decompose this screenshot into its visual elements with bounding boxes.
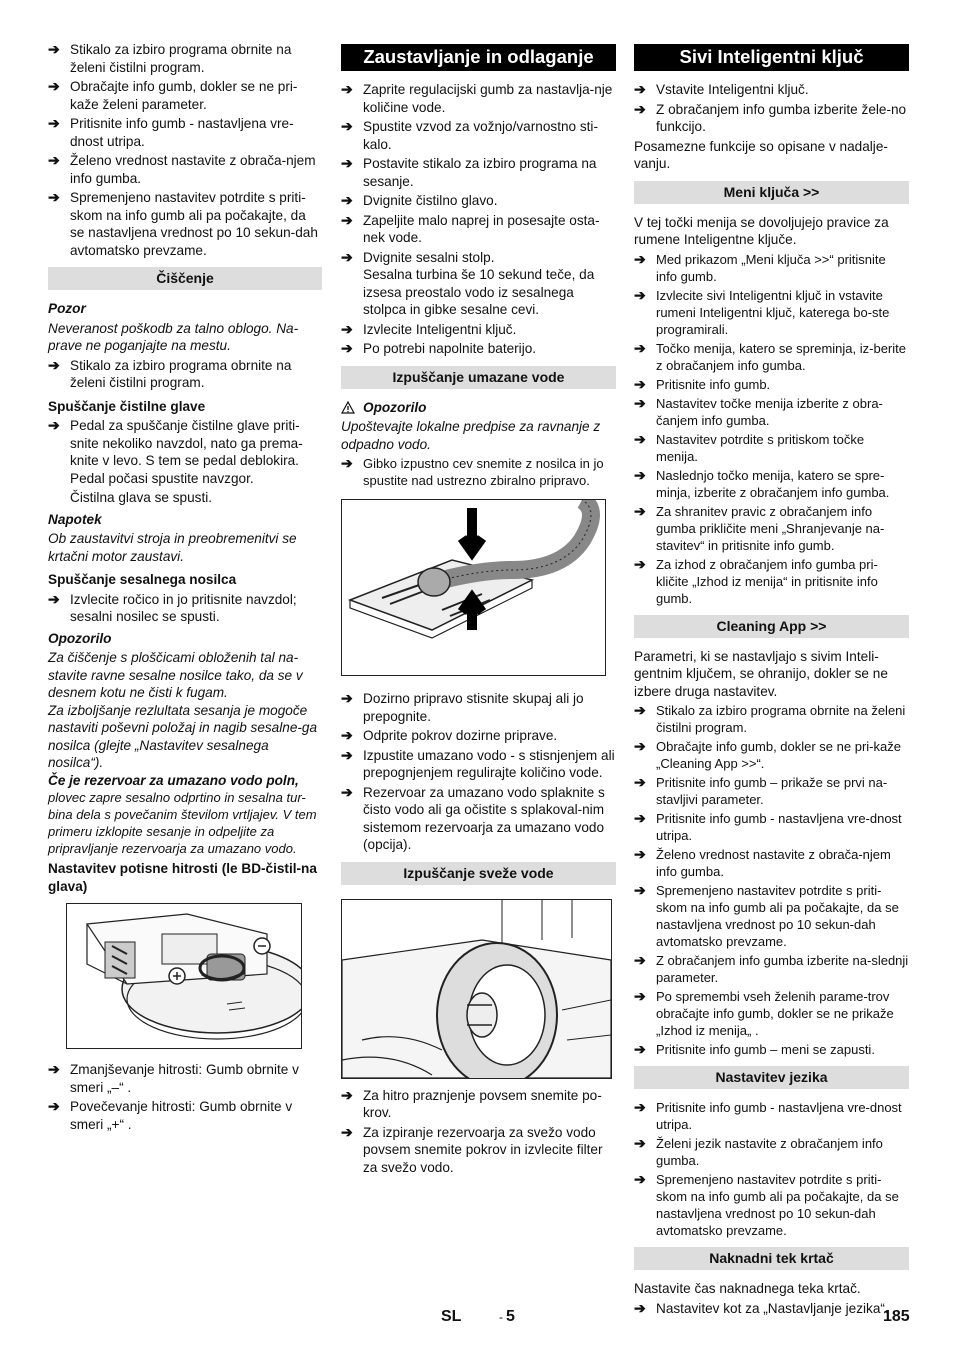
bullet-list xyxy=(48,1061,322,1133)
arrow-right-icon: ➔ xyxy=(341,783,353,800)
arrow-right-icon: ➔ xyxy=(634,952,646,968)
list-item: ➔ Z obračanjem info gumba izberite žele-no funkcijo. xyxy=(634,100,907,134)
list-item: ➔ Po potrebi napolnite baterijo. xyxy=(341,340,537,356)
list-item: ➔ Spremenjeno nastavitev potrdite s priti-skom na info gumb ali pa počakajte, da se nastavljena vrednost po 10 sekun-dah avtomatsko prevzame. xyxy=(634,1171,899,1238)
bullet-list xyxy=(341,81,616,266)
arrow-right-icon: ➔ xyxy=(634,1099,646,1115)
arrow-right-icon: ➔ xyxy=(341,248,353,265)
arrow-right-icon: ➔ xyxy=(341,340,353,356)
list-item: ➔ Dvignite čistilno glavo. xyxy=(341,192,498,208)
cleaning-intro: Parametri, ki se nastavljajo s sivim Inteli-gentnim ključem, se ohranijo, dokler se ne izbere druga nastavitev. xyxy=(634,648,888,699)
arrow-right-icon: ➔ xyxy=(48,78,60,94)
list-item: ➔ Stikalo za izbiro programa obrnite na želeni čistilni program. xyxy=(634,702,906,735)
bullet-list xyxy=(634,81,909,136)
list-item: ➔ Dvignite sesalni stolp. xyxy=(341,248,495,265)
list-item: ➔ Z obračanjem info gumba izberite na-slednji parameter. xyxy=(634,952,909,985)
list-item: ➔ Želeno vrednost nastavite z obrača-njem info gumba. xyxy=(48,152,316,186)
arrow-right-icon: ➔ xyxy=(341,81,353,97)
napotek-label: Napotek xyxy=(48,511,102,527)
drain-hose-illustration xyxy=(342,500,605,675)
speed-knob-illustration xyxy=(67,904,301,1048)
list-item: ➔ Odprite pokrov dozirne priprave. xyxy=(341,727,558,743)
list-item: ➔ Za izpiranje rezervoarja za svežo vodo povsem snemite pokrov in izvlecite filter za svežo vodo. xyxy=(341,1123,603,1175)
meni-intro: V tej točki menija se dovoljujejo pravice za rumene Inteligentne ključe. xyxy=(634,214,889,247)
arrow-right-icon: ➔ xyxy=(48,189,60,205)
arrow-right-icon: ➔ xyxy=(634,555,646,572)
bullet-list xyxy=(48,41,322,259)
list-item: ➔ Nastavitev točke menija izberite z obra-čanjem info gumba. xyxy=(634,394,883,428)
bullet-list xyxy=(341,321,616,358)
list-item: ➔ Pritisnite info gumb. xyxy=(634,375,771,392)
arrow-right-icon: ➔ xyxy=(341,118,353,134)
arrow-right-icon: ➔ xyxy=(634,339,646,356)
list-item: ➔ Izvlecite sivi Inteligentni ključ in vstavite rumeni Inteligentni ključ, katerega bo-ste programirali. xyxy=(634,286,890,337)
subheading-potisne: Nastavitev potisne hitrosti (le BD-čistil-na glava) xyxy=(48,861,317,894)
list-item: ➔ Povečevanje hitrosti: Gumb obrnite v smeri „+“ . xyxy=(48,1098,293,1132)
arrow-right-icon: ➔ xyxy=(634,430,646,447)
turbina-text: Sesalna turbina še 10 sekund teče, da izsesa preostalo vodo iz sesalnega stolpca in gibke sesalne cevi. xyxy=(363,267,595,317)
list-item: ➔ Pritisnite info gumb - nastavljena vre-dnost utripa. xyxy=(634,810,902,843)
list-item: ➔ Zapeljite malo naprej in posesajte osta-nek vode. xyxy=(341,211,600,245)
bullet-list xyxy=(341,1087,616,1177)
section-heading-jezik: Nastavitev jezika xyxy=(634,1066,909,1089)
arrow-right-icon: ➔ xyxy=(341,320,353,337)
list-item: ➔ Za shranitev pravic z obračanjem info gumba prikličite meni „Shranjevanje na-stavitev“ in pritisnite info gumb. xyxy=(634,502,885,553)
list-item: ➔ Pritisnite info gumb - nastavljena vre-dnost utripa. xyxy=(634,1099,902,1132)
arrow-right-icon: ➔ xyxy=(634,394,646,411)
arrow-right-icon: ➔ xyxy=(634,738,646,754)
arrow-right-icon: ➔ xyxy=(634,250,646,267)
list-item: ➔ Spremenjeno nastavitev potrdite s priti-skom na info gumb ali pa počakajte, da se nastavljena vrednost po 10 sekun-dah avtomatsko prevzame. xyxy=(48,189,318,258)
arrow-right-icon: ➔ xyxy=(634,375,646,392)
arrow-right-icon: ➔ xyxy=(634,846,646,862)
footer-page-number: 185 xyxy=(883,1308,910,1325)
warning-triangle-icon xyxy=(341,401,363,414)
list-item: ➔ Izvlecite Inteligentni ključ. xyxy=(341,320,517,337)
arrow-right-icon: ➔ xyxy=(634,100,646,117)
list-item: ➔ Pedal za spuščanje čistilne glave priti-snite nekoliko navzdol, nato ga prema-knite v levo. S tem se pedal deblokira. Pedal počasi spustite navzgor. xyxy=(48,417,303,486)
section-heading-sveze: Izpuščanje sveže vode xyxy=(341,862,616,885)
arrow-right-icon: ➔ xyxy=(341,727,353,743)
arrow-right-icon: ➔ xyxy=(634,988,646,1004)
column-middle xyxy=(341,41,616,1178)
opozorilo-text: Za izboljšanje rezlultata sesanja je mogoče nastaviti poševni položaj in nagib sesalne-ga nosilca (glejte „Nastavitev sesalnega nosilca“). xyxy=(48,702,318,770)
list-item: ➔ Med prikazom „Meni ključa >>“ pritisnite info gumb. xyxy=(634,250,886,284)
section-title-sivi: Sivi Inteligentni ključ xyxy=(634,44,909,71)
bullet-list xyxy=(341,690,616,854)
arrow-right-icon: ➔ xyxy=(48,41,60,57)
arrow-right-icon: ➔ xyxy=(634,286,646,303)
arrow-right-icon: ➔ xyxy=(634,466,646,483)
arrow-right-icon: ➔ xyxy=(341,1123,353,1140)
arrow-right-icon: ➔ xyxy=(634,810,646,826)
arrow-right-icon: ➔ xyxy=(634,1299,646,1316)
arrow-right-icon: ➔ xyxy=(48,115,60,131)
arrow-right-icon: ➔ xyxy=(341,211,353,228)
arrow-right-icon: ➔ xyxy=(341,455,353,471)
section-heading-naknadni: Naknadni tek krtač xyxy=(634,1247,909,1270)
arrow-right-icon: ➔ xyxy=(634,502,646,519)
section-heading-umazane: Izpuščanje umazane vode xyxy=(341,366,616,389)
arrow-right-icon: ➔ xyxy=(341,690,353,706)
list-item: ➔ Točko menija, katero se spreminja, iz-berite z obračanjem info gumba. xyxy=(634,339,906,373)
arrow-right-icon: ➔ xyxy=(341,746,353,763)
list-item: ➔ Zmanjševanje hitrosti: Gumb obrnite v smeri „–“ . xyxy=(48,1061,299,1095)
arrow-right-icon: ➔ xyxy=(634,1135,646,1151)
list-item: ➔ Izpustite umazano vodo - s stisnjenjem ali prepognjenjem regulirajte količino vode. xyxy=(341,746,615,780)
bullet-list xyxy=(634,251,909,607)
section-title-zaustavljanje: Zaustavljanje in odlaganje xyxy=(341,44,616,71)
speed-knob-figure xyxy=(66,903,302,1049)
naknadni-text: Nastavite čas naknadnega teka krtač. xyxy=(634,1281,861,1296)
arrow-right-icon: ➔ xyxy=(341,192,353,208)
pedal-result: Čistilna glava se spusti. xyxy=(70,490,213,505)
arrow-right-icon: ➔ xyxy=(634,774,646,790)
arrow-right-icon: ➔ xyxy=(341,155,353,171)
list-item: ➔ Nastavitev kot za „Nastavljanje jezika“. xyxy=(634,1299,889,1316)
posamezne-text: Posamezne funkcije so opisane v nadalje-vanju. xyxy=(634,138,888,171)
list-item: ➔ Po spremembi vseh želenih parame-trov obračajte info gumb, dokler se ne prikaže „Izhod iz menija„ . xyxy=(634,988,894,1038)
column-left xyxy=(48,41,322,1135)
list-item: ➔ Rezervoar za umazano vodo splaknite s čisto vodo ali ga očistite s splakoval-nim sistemom rezervoarja za umazano vodo (opcija). xyxy=(341,783,605,852)
arrow-right-icon: ➔ xyxy=(634,882,646,898)
arrow-right-icon: ➔ xyxy=(48,356,60,373)
pozor-label: Pozor xyxy=(48,301,86,316)
list-item: ➔ Obračajte info gumb, dokler se ne pri-kaže želeni parameter. xyxy=(48,78,298,112)
arrow-right-icon: ➔ xyxy=(634,1171,646,1187)
arrow-right-icon: ➔ xyxy=(48,417,60,433)
arrow-right-icon: ➔ xyxy=(48,1061,60,1077)
opozorilo-text: Za čiščenje s ploščicami obloženih tal na-stavite ravne sesalne nosilce tako, da se v desnem kotu ne čisti k fugam. xyxy=(48,650,303,700)
list-item: ➔ Želeno vrednost nastavite z obrača-njem info gumba. xyxy=(634,846,891,879)
footer-language: SL xyxy=(441,1308,462,1325)
rezervoar-bold: Če je rezervoar za umazano vodo poln, xyxy=(48,772,299,788)
opozorilo-label: Opozorilo xyxy=(363,399,427,415)
list-item: ➔ Izvlecite ročico in jo pritisnite navzdol; sesalni nosilec se spusti. xyxy=(48,590,297,624)
section-heading-ciscenje: Čiščenje xyxy=(48,267,322,290)
list-item: ➔ Obračajte info gumb, dokler se ne pri-kaže „Cleaning App >>“. xyxy=(634,738,901,771)
rezervoar-text: plovec zapre sesalno odprtino in sesalna tur-bina dela s povečanim številom vrtljajev. V tem primeru izklopite sesanje in odpeljite za pripravljanje rezervoarja za umazano vodo. xyxy=(48,790,317,856)
list-item: ➔ Pritisnite info gumb - nastavljena vre-dnost utripa. xyxy=(48,115,294,149)
section-heading-meni: Meni ključa >> xyxy=(634,181,909,204)
list-item: ➔ Spremenjeno nastavitev potrdite s priti-skom na info gumb ali pa počakajte, da se nastavljena vrednost po 10 sekun-dah avtomatsko prevzame. xyxy=(634,882,899,949)
bullet-list xyxy=(634,702,909,1058)
list-item: ➔ Pritisnite info gumb – meni se zapusti. xyxy=(634,1041,875,1057)
list-item: ➔ Stikalo za izbiro programa obrnite na želeni čistilni program. xyxy=(48,41,292,75)
pozor-text: Neveranost poškodb za talno oblogo. Na-prave ne poganjajte na mestu. xyxy=(48,320,299,353)
list-item: ➔ Dozirno pripravo stisnite skupaj ali jo prepognite. xyxy=(341,690,584,724)
list-item: ➔ Za hitro praznjenje povsem snemite po-krov. xyxy=(341,1086,602,1120)
opozorilo-label: Opozorilo xyxy=(48,630,112,646)
list-item: ➔ Spustite vzvod za vožnjo/varnostno sti-kalo. xyxy=(341,118,598,152)
list-item: ➔ Stikalo za izbiro programa obrnite na želeni čistilni program. xyxy=(48,356,292,390)
drain-hose-figure xyxy=(341,499,606,676)
arrow-right-icon: ➔ xyxy=(634,81,646,97)
fresh-water-cap-illustration xyxy=(342,900,611,1078)
arrow-right-icon: ➔ xyxy=(634,1041,646,1057)
subheading-spuscanje-nosilca: Spuščanje sesalnega nosilca xyxy=(48,572,237,587)
arrow-right-icon: ➔ xyxy=(634,702,646,718)
opozorilo-text: Upoštevajte lokalne predpise za ravnanje z odpadno vodo. xyxy=(341,419,601,452)
list-item: ➔ Gibko izpustno cev snemite z nosilca in jo spustite nad ustrezno zbiralno pripravo. xyxy=(341,455,604,488)
list-item: ➔ Želeni jezik nastavite z obračanjem info gumba. xyxy=(634,1135,883,1168)
list-item: ➔ Pritisnite info gumb – prikaže se prvi na-stavljivi parameter. xyxy=(634,774,888,807)
footer-page: - 5 xyxy=(499,1308,515,1325)
column-right xyxy=(634,41,909,1319)
napotek-text: Ob zaustavitvi stroja in preobremenitvi se krtačni motor zaustavi. xyxy=(48,531,297,564)
arrow-right-icon: ➔ xyxy=(341,1086,353,1103)
fresh-water-cap-figure xyxy=(341,899,612,1079)
arrow-right-icon: ➔ xyxy=(48,1098,60,1114)
subheading-spuscanje-glave: Spuščanje čistilne glave xyxy=(48,398,206,414)
list-item: ➔ Postavite stikalo za izbiro programa na sesanje. xyxy=(341,155,597,189)
list-item: ➔ Zaprite regulacijski gumb za nastavlja-nje količine vode. xyxy=(341,81,613,115)
list-item: ➔ Za izhod z obračanjem info gumba pri-kličite „Izhod iz menija“ in pritisnite info gumb. xyxy=(634,555,878,606)
bullet-list xyxy=(634,1099,909,1239)
arrow-right-icon: ➔ xyxy=(48,590,60,607)
list-item: ➔ Naslednjo točko menija, katero se spre-minja, izberite z obračanjem info gumba. xyxy=(634,466,890,500)
list-item: ➔ Nastavitev potrdite s pritiskom točke menija. xyxy=(634,430,865,464)
arrow-right-icon: ➔ xyxy=(48,152,60,168)
list-item: ➔ Vstavite Inteligentni ključ. xyxy=(634,81,809,97)
section-heading-cleaning: Cleaning App >> xyxy=(634,615,909,638)
